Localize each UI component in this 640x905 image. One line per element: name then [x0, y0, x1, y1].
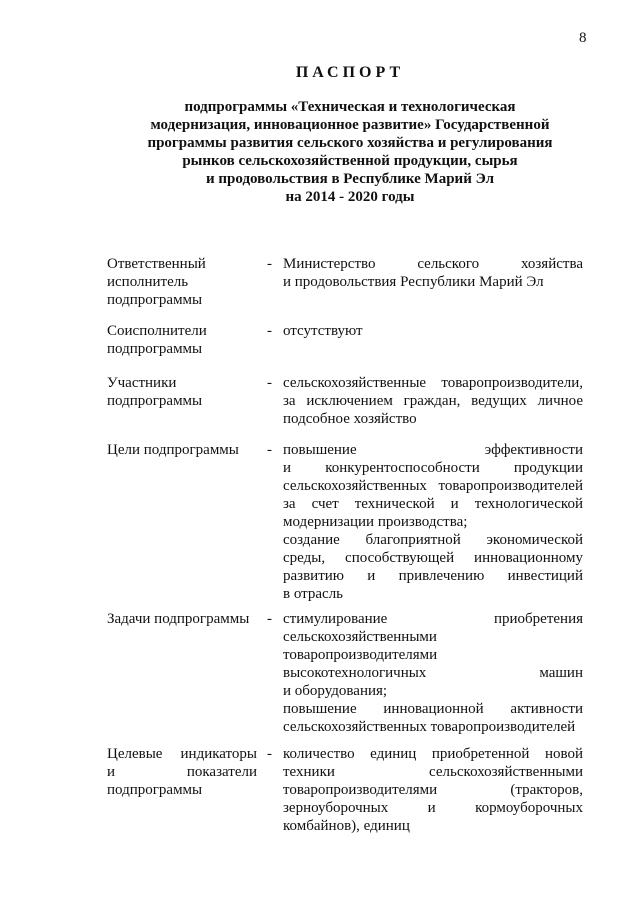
value-line: стимулирование приобретения [283, 611, 583, 627]
value-line: товаропроизводителями [283, 647, 438, 663]
row-dash: - [267, 611, 272, 627]
row-dash: - [267, 746, 272, 762]
value-line: количество единиц приобретенной новой [283, 746, 583, 762]
page-number: 8 [579, 30, 587, 46]
document-title: ПАСПОРТ [295, 64, 405, 81]
value-line: товаропроизводителями (тракторов, [283, 782, 583, 798]
row-label [107, 745, 257, 799]
subtitle-line: рынков сельскохозяйственной продукции, сырья [182, 153, 518, 169]
row-label [107, 374, 257, 410]
subtitle-line: на 2014 - 2020 годы [285, 189, 415, 205]
value-line: повышение инновационной активности [283, 701, 583, 717]
row-label [107, 322, 257, 358]
label-line: и показатели [107, 764, 257, 780]
row-value [283, 255, 583, 291]
document-subtitle [0, 98, 640, 206]
value-line: повышение эффективности [283, 442, 583, 458]
label-line: Целевые индикаторы [107, 746, 257, 762]
value-line: комбайнов), единиц [283, 818, 410, 834]
value-line: сельскохозяйственные товаропроизводители, [283, 375, 583, 391]
row-dash: - [267, 442, 272, 458]
value-line: отсутствуют [283, 323, 363, 339]
label-line: подпрограммы [107, 393, 203, 409]
label-line: Цели подпрограммы [107, 442, 239, 458]
value-line: создание благоприятной экономической [283, 532, 583, 548]
value-line: Министерство сельского хозяйства [283, 256, 583, 272]
value-line: за счет технической и технологической [283, 496, 583, 512]
label-line: Задачи подпрограммы [107, 611, 250, 627]
row-value [283, 322, 583, 340]
subtitle-line: и продовольствия в Республике Марий Эл [206, 171, 494, 187]
label-line: подпрограммы [107, 292, 203, 308]
value-line: сельскохозяйственными [283, 629, 437, 645]
value-line: модернизации производства; [283, 514, 468, 530]
label-line: Соисполнители [107, 323, 207, 339]
label-line: подпрограммы [107, 341, 203, 357]
row-value [283, 374, 583, 428]
value-line: подсобное хозяйство [283, 411, 417, 427]
value-line: высокотехнологичных машин [283, 665, 583, 681]
value-line: техники сельскохозяйственными [283, 764, 583, 780]
row-value [283, 441, 583, 603]
row-value [283, 610, 583, 736]
row-label [107, 441, 257, 459]
label-line: Ответственный [107, 256, 206, 272]
label-line: подпрограммы [107, 782, 203, 798]
value-line: и продовольствия Республики Марий Эл [283, 274, 544, 290]
row-value [283, 745, 583, 835]
subtitle-line: программы развития сельского хозяйства и регулирования [147, 135, 553, 151]
row-label [107, 255, 257, 309]
value-line: сельскохозяйственных товаропроизводителей [283, 719, 576, 735]
row-dash: - [267, 323, 272, 339]
subtitle-line: модернизация, инновационное развитие» Государственной [150, 117, 550, 133]
value-line: зерноуборочных и кормоуборочных [283, 800, 583, 816]
row-label [107, 610, 257, 628]
value-line: и оборудования; [283, 683, 388, 699]
subtitle-line: подпрограммы «Техническая и технологическая [184, 99, 516, 115]
row-dash: - [267, 256, 272, 272]
value-line: среды, способствующей инновационному [283, 550, 583, 566]
label-line: исполнитель [107, 274, 189, 290]
value-line: и конкурентоспособности продукции [283, 460, 583, 476]
value-line: сельскохозяйственных товаропроизводителей [283, 478, 583, 494]
label-line: Участники [107, 375, 177, 391]
row-dash: - [267, 375, 272, 391]
value-line: за исключением граждан, ведущих личное [283, 393, 583, 409]
value-line: в отрасль [283, 586, 344, 602]
value-line: развитию и привлечению инвестиций [283, 568, 583, 584]
